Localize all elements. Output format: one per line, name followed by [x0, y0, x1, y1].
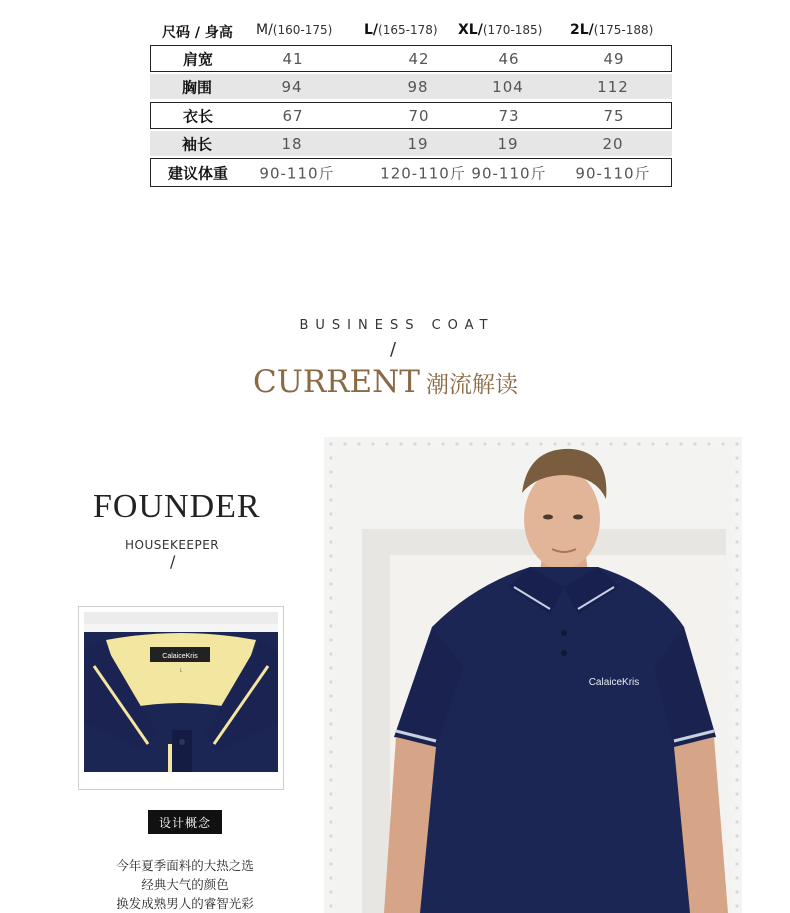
design-concept-tag: 设计概念: [148, 810, 222, 834]
row-value-2l: 90-110斤: [575, 164, 651, 182]
header-size-2l: 2L/(175-188): [570, 22, 654, 38]
section-title-cn: 潮流解读: [425, 372, 518, 398]
housekeeper-subheading: HOUSEKEEPER: [125, 538, 220, 552]
housekeeper-slash: /: [170, 552, 176, 571]
row-value-l: 42: [408, 49, 430, 68]
desc-line: 换发成熟男人的睿智光彩: [116, 896, 254, 911]
row-value-m: 41: [282, 49, 304, 68]
section-title: [253, 364, 553, 400]
row-value-2l: 112: [597, 77, 629, 96]
row-label: 建议体重: [167, 164, 228, 182]
row-value-l: 19: [407, 134, 429, 153]
desc-line: 经典大气的颜色: [141, 877, 229, 892]
model-illustration: [324, 437, 742, 913]
row-value-l: 98: [407, 77, 429, 96]
founder-heading: FOUNDER: [93, 488, 261, 525]
row-value-xl: 90-110斤: [471, 164, 547, 182]
size-row-length: [150, 102, 672, 129]
row-value-2l: 49: [603, 49, 625, 68]
row-value-xl: 46: [498, 49, 520, 68]
collar-illustration: [84, 612, 278, 784]
row-label: 胸围: [181, 78, 212, 96]
section-title-en: CURRENT: [253, 364, 420, 400]
header-size-xl: XL/(170-185): [458, 22, 543, 38]
row-value-m: 18: [281, 134, 303, 153]
collar-brand-label: CalaiceKris: [162, 653, 198, 660]
size-row-shoulder: [150, 45, 672, 72]
section-slash: /: [390, 339, 397, 360]
row-value-m: 94: [281, 77, 303, 96]
collar-detail-image: [78, 606, 284, 790]
shirt-brand-logo: CalaiceKris: [588, 677, 640, 688]
row-value-m: 67: [282, 106, 304, 125]
row-value-xl: 73: [498, 106, 520, 125]
header-label: 尺码 / 身高: [162, 25, 233, 41]
header-size-l: L/(165-178): [364, 22, 438, 38]
section-kicker: BUSINESS COAT: [299, 318, 495, 333]
row-value-l: 120-110斤: [380, 164, 466, 182]
row-label: 衣长: [182, 107, 213, 125]
size-row-sleeve: [150, 131, 672, 156]
design-description: [80, 856, 290, 913]
row-value-xl: 104: [492, 77, 524, 96]
header-size-m: M/(160-175): [256, 22, 333, 38]
row-label: 袖长: [181, 135, 212, 153]
collar-size-label: L: [179, 668, 183, 674]
model-photo: [324, 437, 742, 913]
row-label: 肩宽: [182, 50, 213, 68]
row-value-2l: 75: [603, 106, 625, 125]
row-value-l: 70: [408, 106, 430, 125]
row-value-xl: 19: [497, 134, 519, 153]
row-value-2l: 20: [602, 134, 624, 153]
row-value-m: 90-110斤: [259, 164, 335, 182]
desc-line: 今年夏季面料的大热之选: [116, 858, 254, 873]
size-table-header: [150, 20, 690, 42]
size-row-weight: [150, 158, 672, 187]
size-row-chest: [150, 74, 672, 99]
